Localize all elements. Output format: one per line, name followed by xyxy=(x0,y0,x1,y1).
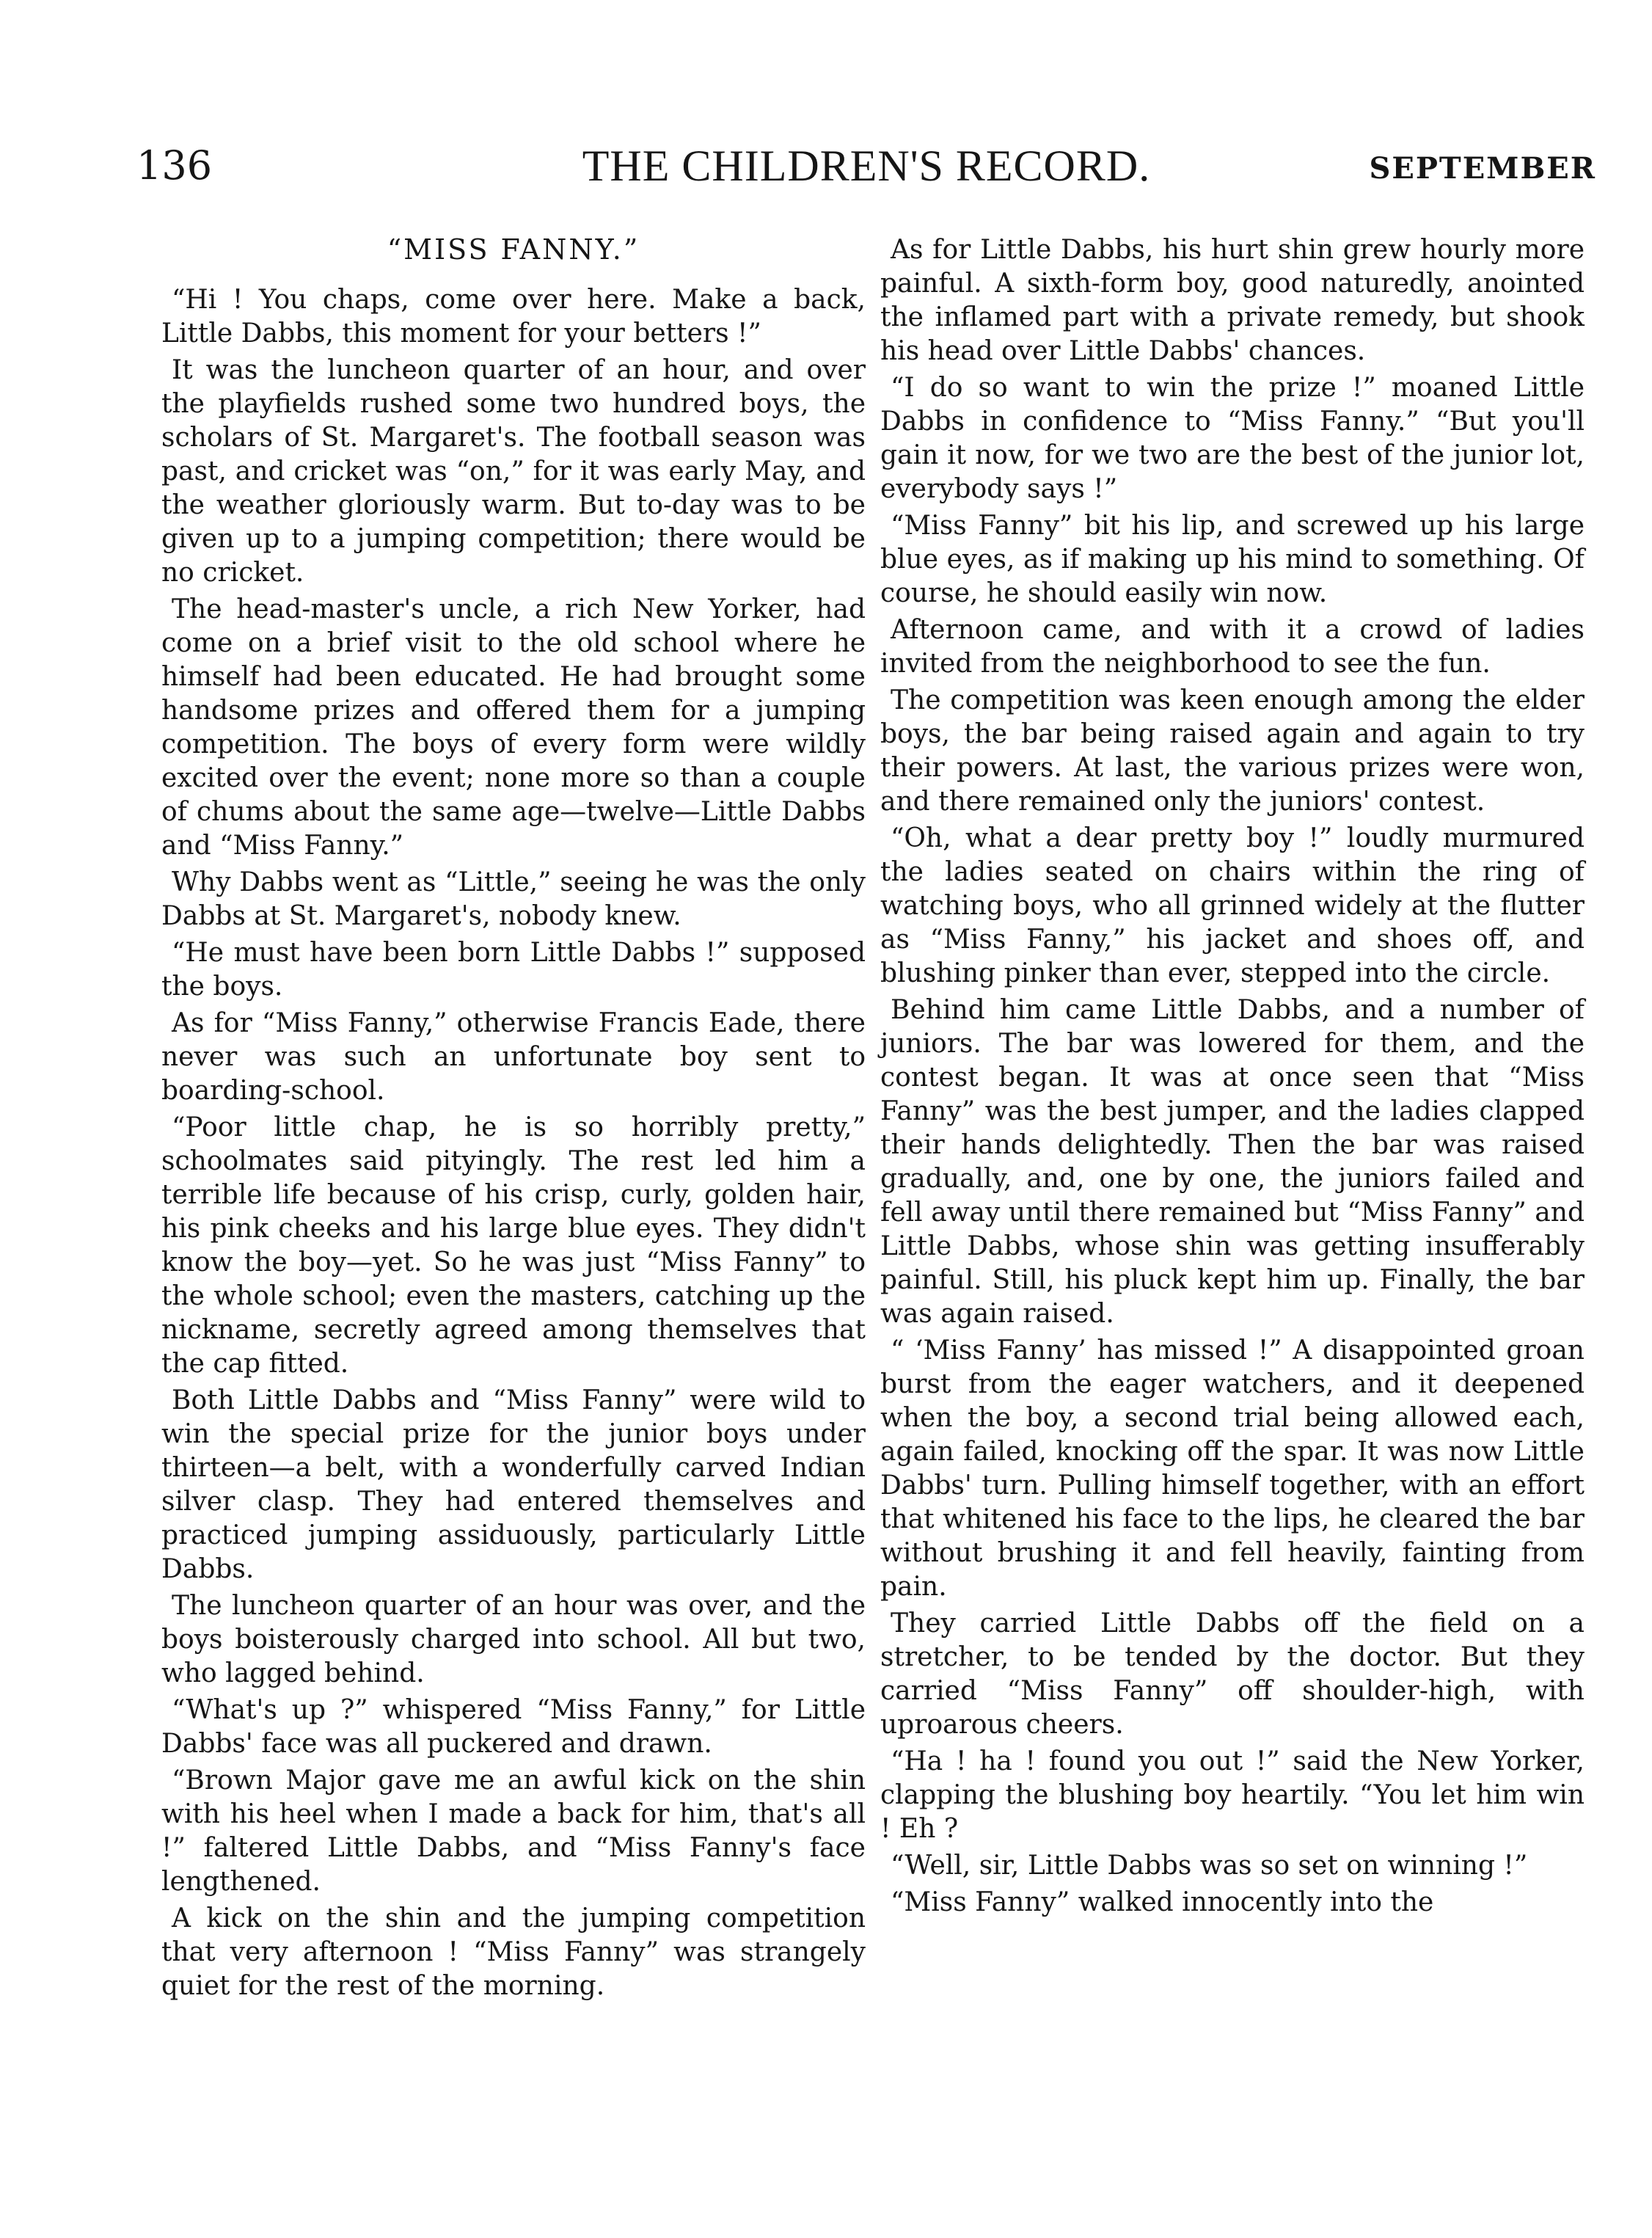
left-column xyxy=(161,233,866,2006)
story-paragraph: “Oh, what a dear pretty boy !” loudly murmured the ladies seated on chairs within the ring of watching boys, who all grinned widely at the flutter as “Miss Fanny,” his jacket and shoes off, and blushing pinker than ever, stepped into the circle. xyxy=(880,823,1585,988)
story-paragraph: Afternoon came, and with it a crowd of ladies invited from the neighborhood to see the fun. xyxy=(880,615,1585,679)
story-paragraph: A kick on the shin and the jumping competition that very afternoon ! “Miss Fanny” was strangely quiet for the rest of the morning. xyxy=(161,1903,866,2001)
story-paragraph: The competition was keen enough among the elder boys, the bar being raised again and again to try their powers. At last, the various prizes were won, and there remained only the juniors' contest. xyxy=(880,685,1585,817)
story-paragraph: “Ha ! ha ! found you out !” said the New Yorker, clapping the blushing boy heartily. “You let him win ! Eh ? xyxy=(880,1746,1585,1844)
story-paragraph: They carried Little Dabbs off the field on a stretcher, to be tended by the doctor. But they carried “Miss Fanny” off shoulder-high, with uproarous cheers. xyxy=(880,1608,1585,1740)
right-column xyxy=(880,233,1585,1922)
story-paragraph: “Brown Major gave me an awful kick on the shin with his heel when I made a back for him, that's all !” faltered Little Dabbs, and “Miss Fanny's face lengthened. xyxy=(161,1765,866,1897)
story-paragraph: “ ‘Miss Fanny’ has missed !” A disappointed groan burst from the eager watchers, and it deepened when the boy, a second trial being allowed each, again failed, knocking off the spar. It was now Little Dabbs' turn. Pulling himself together, with an effort that whitened his face to the lips, he cleared the bar without brushing it and fell heavily, fainting from pain. xyxy=(880,1335,1585,1602)
story-paragraph: The luncheon quarter of an hour was over, and the boys boisterously charged into school. All but two, who lagged behind. xyxy=(161,1591,866,1688)
page-number: 136 xyxy=(136,142,213,189)
story-paragraph: “Poor little chap, he is so horribly pretty,” schoolmates said pityingly. The rest led him a terrible life because of his crisp, curly, golden hair, his pink cheeks and his large blue eyes. They didn't know the boy—yet. So he was just “Miss Fanny” to the whole school; even the masters, catching up the nickname, secretly agreed among themselves that the cap fitted. xyxy=(161,1112,866,1379)
running-month: SEPTEMBER xyxy=(1369,151,1596,186)
story-paragraph: “What's up ?” whispered “Miss Fanny,” for Little Dabbs' face was all puckered and drawn. xyxy=(161,1695,866,1759)
story-paragraph: Both Little Dabbs and “Miss Fanny” were wild to win the special prize for the junior boys under thirteen—a belt, with a wonderfully carved Indian silver clasp. They had entered themselves and practiced jumping assiduously, particularly Little Dabbs. xyxy=(161,1385,866,1584)
story-paragraph: It was the luncheon quarter of an hour, and over the playfields rushed some two hundred boys, the scholars of St. Margaret's. The football season was past, and cricket was “on,” for it was early May, and the weather gloriously warm. But to-day was to be given up to a jumping competition; there would be no cricket. xyxy=(161,355,866,588)
story-paragraph: Behind him came Little Dabbs, and a number of juniors. The bar was lowered for them, and the contest began. It was at once seen that “Miss Fanny” was the best jumper, and the ladies clapped their hands delightedly. Then the bar was raised gradually, and, one by one, the juniors failed and fell away until there remained but “Miss Fanny” and Little Dabbs, whose shin was getting insufferably painful. Still, his pluck kept him up. Finally, the bar was again raised. xyxy=(880,995,1585,1329)
story-paragraph: The head-master's uncle, a rich New Yorker, had come on a brief visit to the old school where he himself had been educated. He had brought some handsome prizes and offered them for a jumping competition. The boys of every form were wildly excited over the event; none more so than a couple of chums about the same age—twelve—Little Dabbs and “Miss Fanny.” xyxy=(161,594,866,861)
story-paragraph: “Well, sir, Little Dabbs was so set on winning !” xyxy=(891,1851,1528,1881)
running-title: THE CHILDREN'S RECORD. xyxy=(582,142,1151,190)
page-header xyxy=(136,132,1596,213)
story-title: “MISS FANNY.” xyxy=(387,233,640,266)
story-paragraph: “Miss Fanny” bit his lip, and screwed up his large blue eyes, as if making up his mind to something. Of course, he should easily win now. xyxy=(880,511,1585,608)
story-paragraph: “Miss Fanny” walked innocently into the xyxy=(891,1887,1434,1917)
story-paragraph: As for Little Dabbs, his hurt shin grew hourly more painful. A sixth-form boy, good naturedly, anointed the inflamed part with a private remedy, but shook his head over Little Dabbs' chances. xyxy=(880,235,1585,366)
story-paragraph: “Hi ! You chaps, come over here. Make a back, Little Dabbs, this moment for your betters !” xyxy=(161,285,866,349)
story-paragraph: Why Dabbs went as “Little,” seeing he was the only Dabbs at St. Margaret's, nobody knew. xyxy=(161,867,866,931)
story-paragraph: “I do so want to win the prize !” moaned Little Dabbs in confidence to “Miss Fanny.” “But you'll gain it now, for we two are the best of the junior lot, everybody says !” xyxy=(880,373,1585,504)
story-paragraph: “He must have been born Little Dabbs !” supposed the boys. xyxy=(161,938,866,1002)
story-paragraph: As for “Miss Fanny,” otherwise Francis Eade, there never was such an unfortunate boy sent to boarding-school. xyxy=(161,1008,866,1106)
